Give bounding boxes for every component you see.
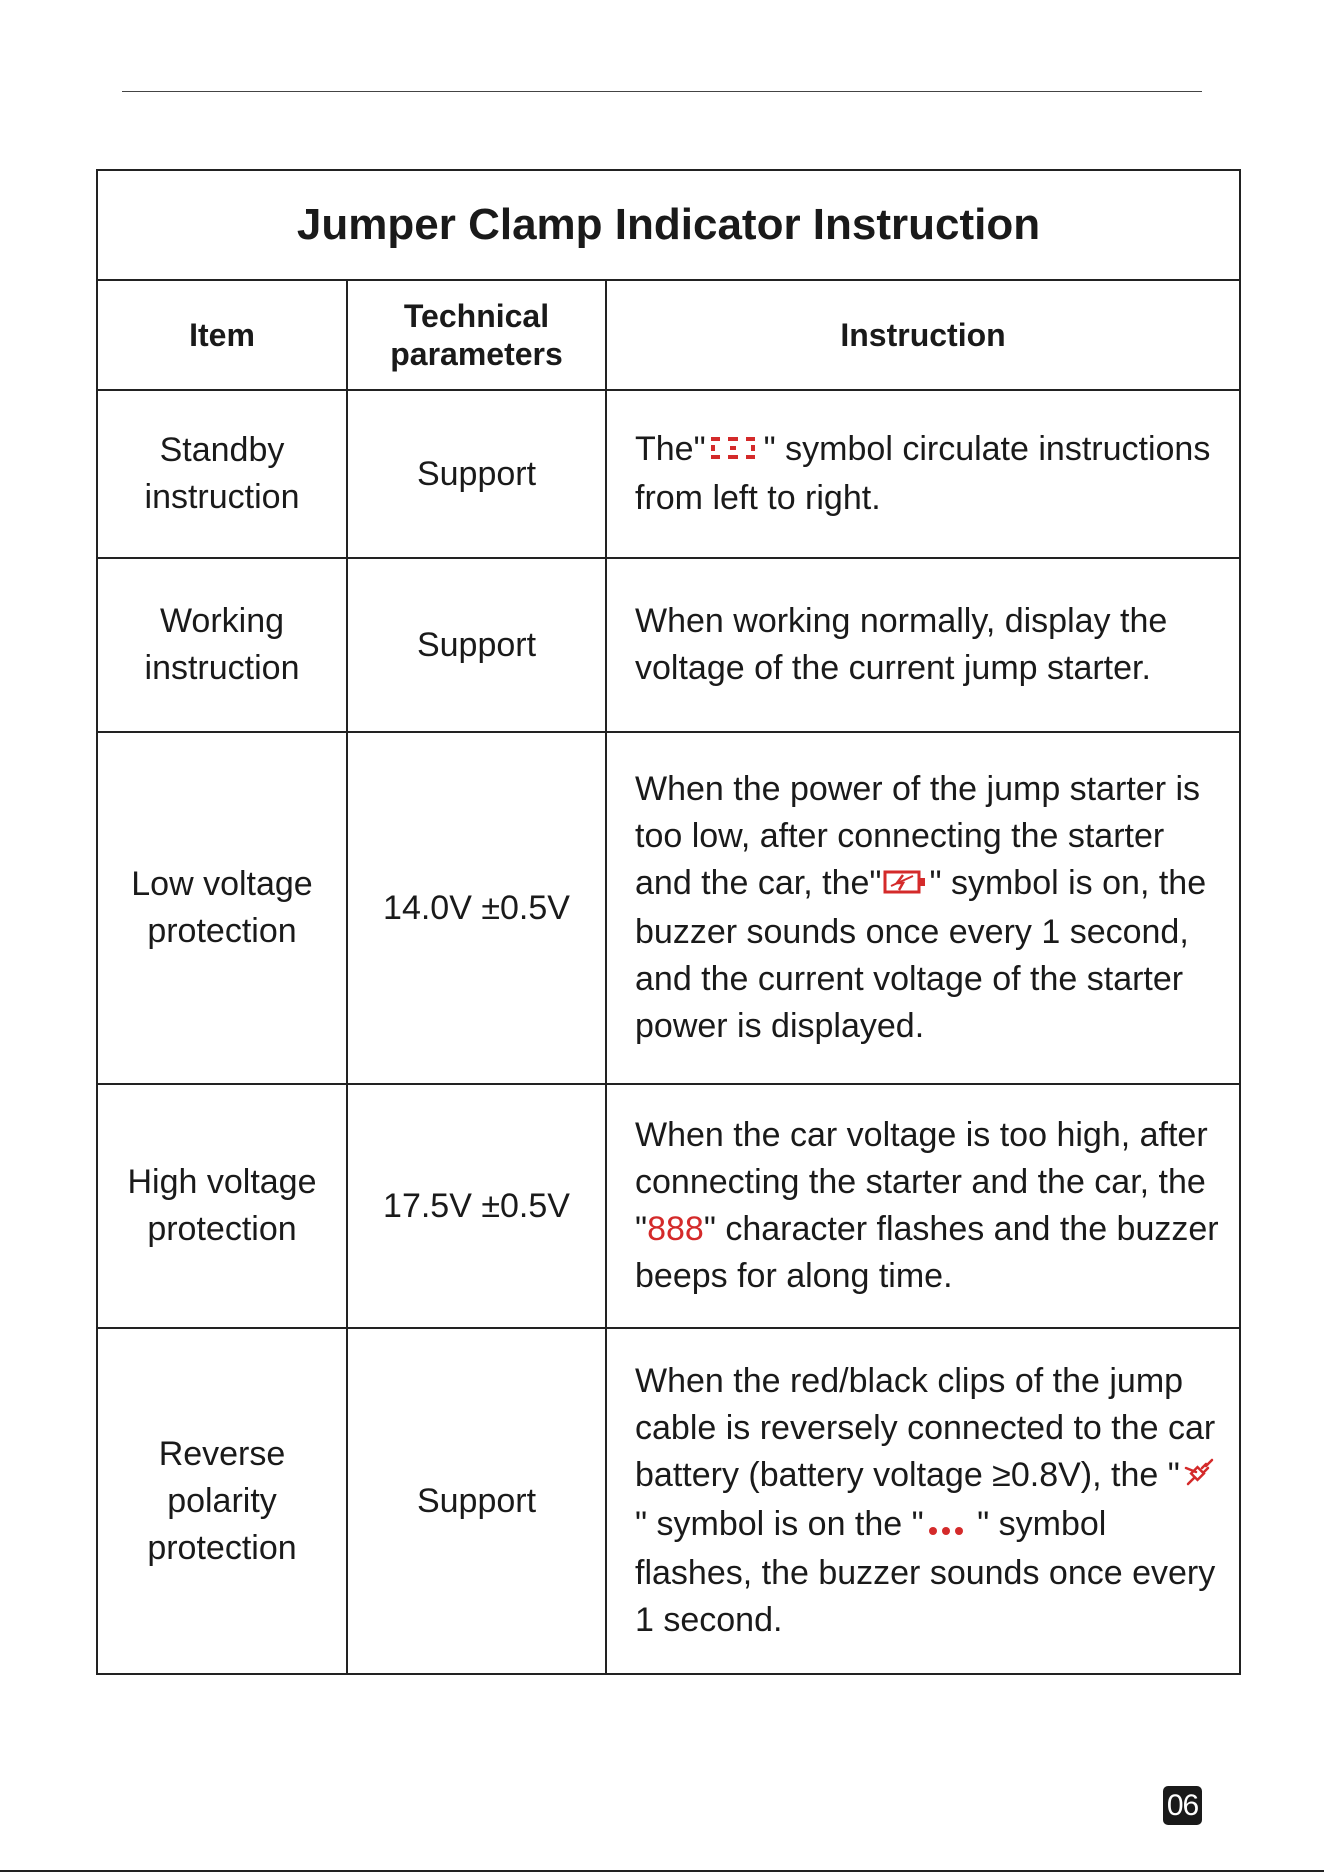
instruction-text: " symbol circulate instructions from left to right. [635, 430, 1211, 517]
instruction-text: When the car voltage is too high, after connecting the starter and the car, the " [635, 1116, 1208, 1248]
indicator-table [96, 169, 1241, 1675]
header-params-line2: parameters [390, 336, 563, 372]
low-battery-icon [883, 862, 927, 909]
dashed-segments-icon [708, 428, 762, 475]
item-line: Reverse [158, 1434, 286, 1473]
instruction-cell [606, 732, 1240, 1084]
highlight-888: 888 [647, 1210, 704, 1248]
item-line: instruction [144, 478, 300, 516]
item-cell [97, 1328, 347, 1674]
table-title: Jumper Clamp Indicator Instruction [97, 170, 1240, 280]
header-rule [122, 91, 1202, 92]
table-row [97, 390, 1240, 558]
item-cell [97, 1084, 347, 1328]
item-line: protection [147, 1210, 297, 1248]
table-row [97, 1084, 1240, 1328]
param-cell: Support [347, 558, 606, 732]
param-cell: Support [347, 390, 606, 558]
table-row [97, 1328, 1240, 1674]
instruction-text: When the red/black clips of the jump cable is reversely connected to the car battery (battery voltage ≥0.8V), the " [635, 1362, 1216, 1495]
instruction-text: The" [635, 430, 706, 469]
instruction-cell [606, 1328, 1240, 1674]
table-row [97, 558, 1240, 732]
three-dots-icon [926, 1503, 966, 1550]
item-cell [97, 732, 347, 1084]
header-item: Item [97, 280, 347, 390]
item-line: protection [147, 912, 297, 950]
item-cell [97, 558, 347, 732]
instruction-text: " symbol is on the " [635, 1505, 924, 1543]
table-row [97, 732, 1240, 1084]
item-line: High voltage [127, 1163, 317, 1201]
header-params-line1: Technical [403, 298, 550, 334]
item-line: Standby [159, 431, 285, 469]
item-line: Working [159, 602, 285, 640]
item-line: protection [147, 1528, 297, 1567]
param-cell: 14.0V ±0.5V [347, 732, 606, 1084]
param-cell: 17.5V ±0.5V [347, 1084, 606, 1328]
item-line: Low voltage [131, 865, 313, 903]
page-number: 06 [1163, 1786, 1202, 1825]
instruction-text: " symbol flashes, the buzzer sounds once every 1 second. [635, 1505, 1216, 1639]
title-row [97, 170, 1240, 280]
instruction-cell [606, 390, 1240, 558]
instruction-cell: When working normally, display the voltage of the current jump starter. [606, 558, 1240, 732]
instruction-text: When the power of the jump starter is too low, after connecting the starter and the car, the" [635, 770, 1201, 903]
instruction-text: " character flashes and the buzzer beeps for along time. [635, 1210, 1219, 1295]
item-cell [97, 390, 347, 558]
header-row [97, 280, 1240, 390]
header-technical-parameters [347, 280, 606, 390]
broken-plug-icon [1182, 1454, 1218, 1501]
item-line: polarity [167, 1481, 277, 1520]
instruction-cell [606, 1084, 1240, 1328]
item-line: instruction [144, 649, 300, 687]
instruction-text: " symbol is on, the buzzer sounds once every 1 second, and the current voltage of the starter power is displayed. [635, 864, 1207, 1045]
param-cell: Support [347, 1328, 606, 1674]
header-instruction: Instruction [606, 280, 1240, 390]
